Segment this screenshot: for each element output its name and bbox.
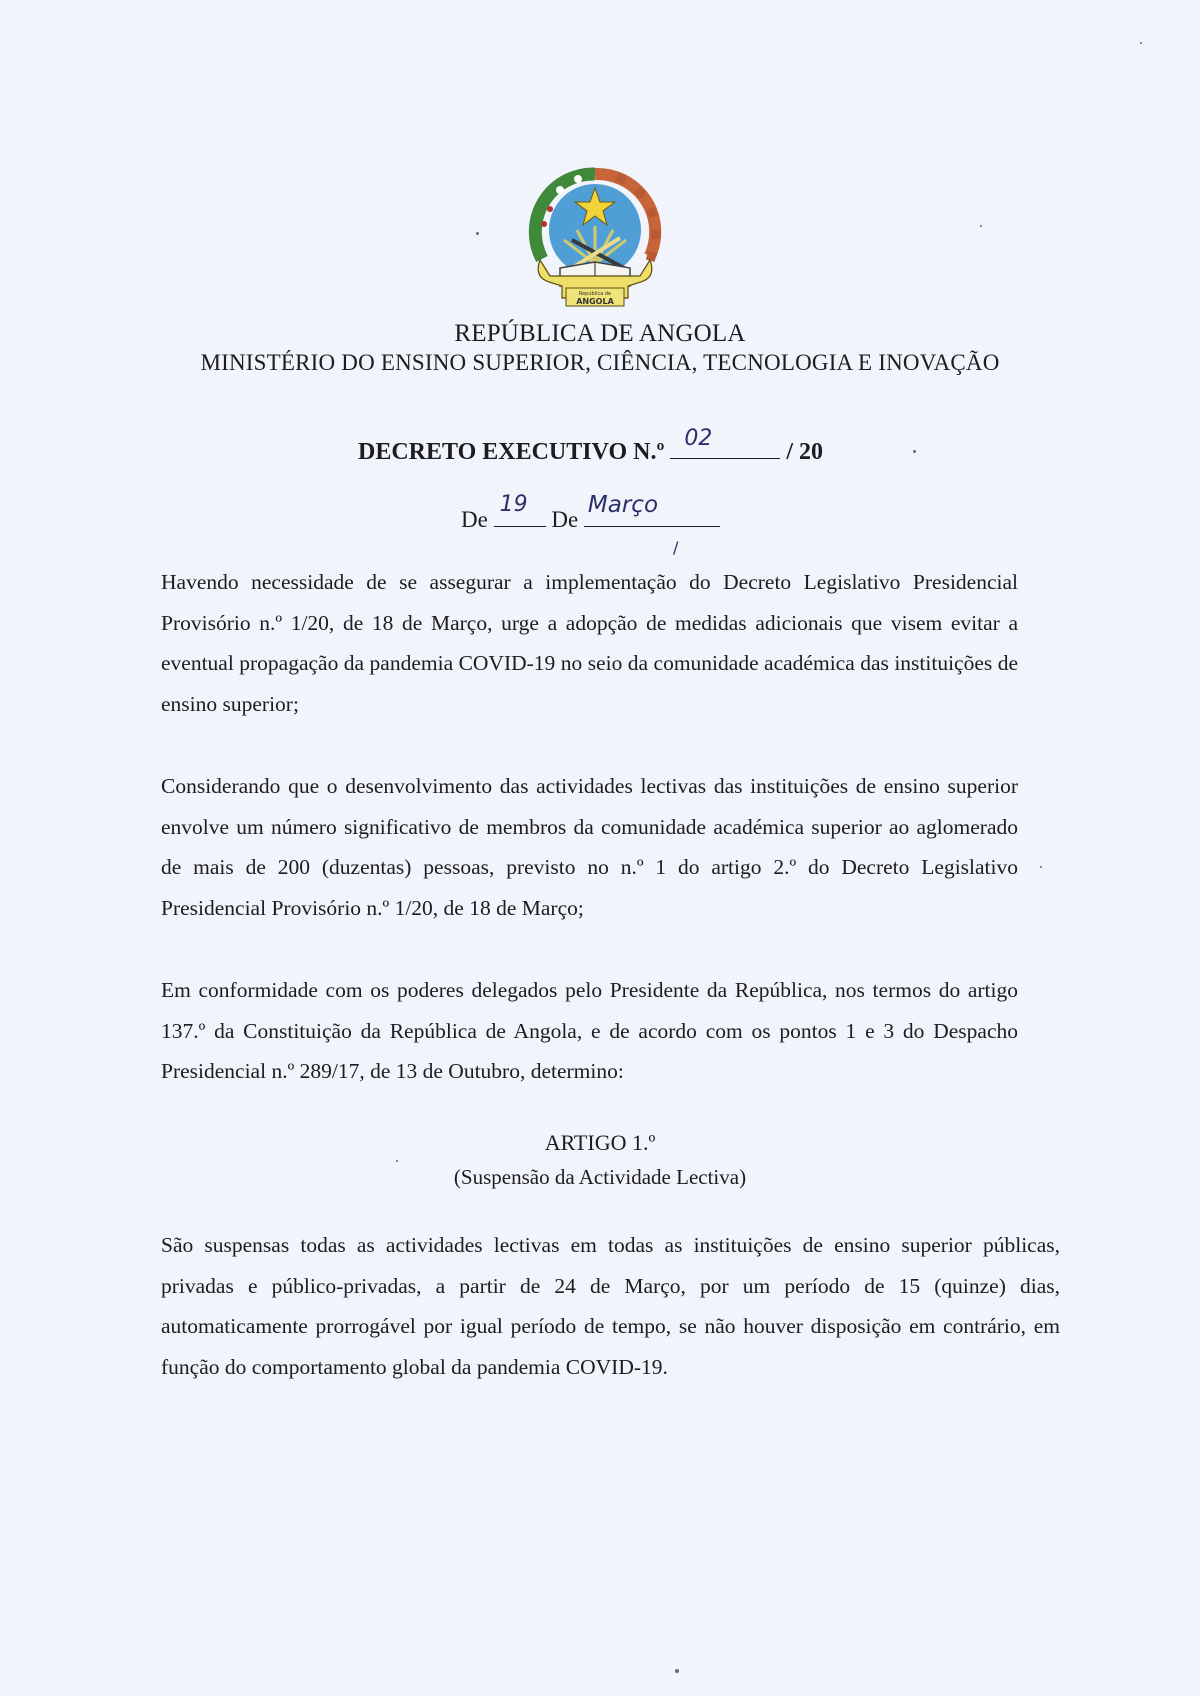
decree-title xyxy=(358,426,824,466)
emblem-ribbon-text: ANGOLA xyxy=(576,297,614,306)
article-subheading: (Suspensão da Actividade Lectiva) xyxy=(453,1165,747,1189)
decree-date-line xyxy=(461,492,720,533)
decree-number-handwritten: 02 xyxy=(684,426,713,451)
date-month-field xyxy=(584,492,720,527)
emblem-ribbon-small-text: República de xyxy=(578,291,612,297)
handwritten-slash-mark: / xyxy=(673,538,679,557)
scan-speck xyxy=(396,1160,398,1162)
scan-speck xyxy=(980,225,982,227)
date-mid: De xyxy=(551,507,579,532)
decree-year: / 20 xyxy=(786,439,824,465)
angola-coat-of-arms-emblem xyxy=(522,164,668,314)
article-heading: ARTIGO 1.º xyxy=(544,1130,656,1155)
scan-speck xyxy=(476,232,479,235)
date-day-field xyxy=(494,492,546,527)
scan-speck xyxy=(675,1669,679,1673)
article-body: São suspensas todas as actividades lectivas em todas as instituições de ensino superior públicas, privadas e público-privadas, a partir de 24 de Março, por um período de 15 (quinze) dias, automaticamente prorrogável por igual período de tempo, se não houver disposição em contrário, em função do comportamento global da pandemia COVID-19. xyxy=(161,1233,1060,1379)
date-prefix: De xyxy=(461,507,488,532)
date-month-handwritten: Março xyxy=(587,492,659,518)
preamble-paragraph-3: Em conformidade com os poderes delegados pelo Presidente da República, nos termos do artigo 137.º da Constituição da República de Angola, e de acordo com os pontos 1 e 3 do Despacho Presidencial n.º 289/17, de 13 de Outubro, determino: xyxy=(161,978,1018,1083)
preamble-paragraph-2: Considerando que o desenvolvimento das actividades lectivas das instituições de ensino superior envolve um número significativo de membros da comunidade académica superior ao aglomerado de mais de 200 (duzentas) pessoas, previsto no n.º 1 do artigo 2.º do Decreto Legislativo Presidencial Provisório n.º 1/20, de 18 de Março; xyxy=(161,774,1018,920)
ministry-heading: MINISTÉRIO DO ENSINO SUPERIOR, CIÊNCIA, TECNOLOGIA E INOVAÇÃO xyxy=(200,350,1000,375)
decree-label: DECRETO EXECUTIVO N.º xyxy=(358,439,665,465)
preamble-paragraph-1: Havendo necessidade de se assegurar a implementação do Decreto Legislativo Presidencial Provisório n.º 1/20, de 18 de Março, urge a adopção de medidas adicionais que visem evitar a eventual propagação da pandemia COVID-19 no seio da comunidade académica das instituições de ensino superior; xyxy=(161,570,1018,716)
scan-speck xyxy=(913,450,916,453)
scan-speck xyxy=(1140,42,1142,44)
republic-heading: REPÚBLICA DE ANGOLA xyxy=(454,320,746,347)
decree-number-field xyxy=(670,426,780,459)
scan-speck xyxy=(1040,866,1042,868)
date-day-handwritten: 19 xyxy=(499,492,528,517)
